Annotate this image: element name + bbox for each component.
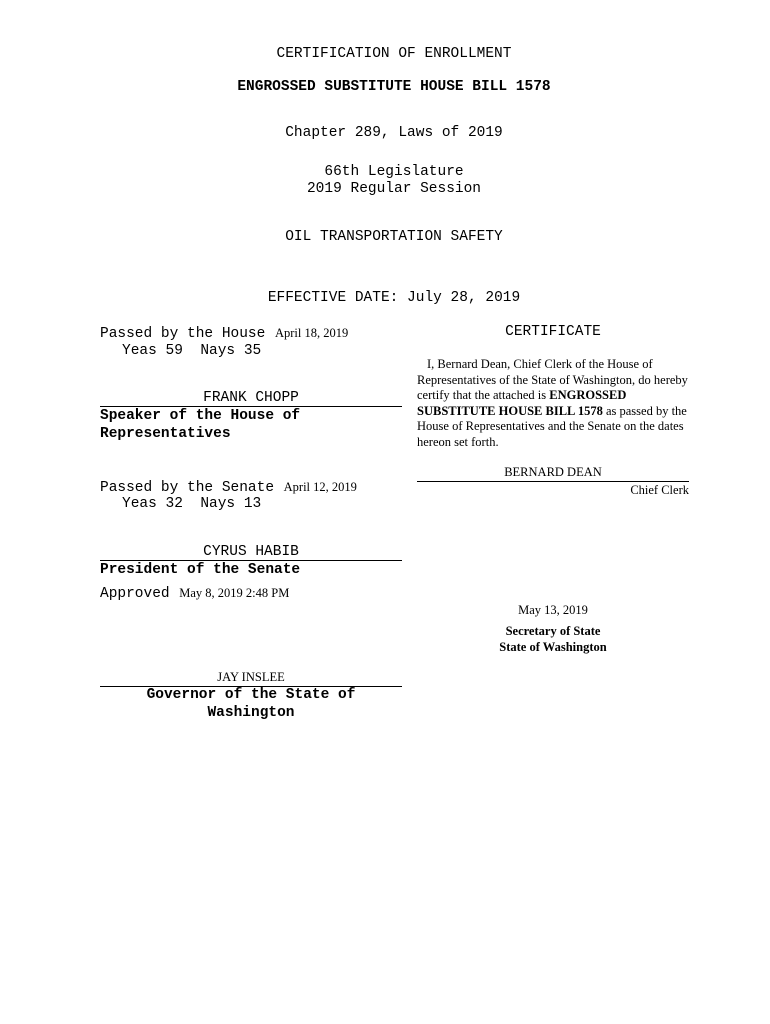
approved-row — [100, 584, 289, 602]
secretary-title-line2: State of Washington — [499, 640, 607, 654]
house-yeas: Yeas 59 — [122, 343, 183, 359]
president-title: President of the Senate — [100, 562, 301, 578]
approved-datetime: May 8, 2019 2:48 PM — [179, 586, 290, 600]
speaker-title-line2: Representatives — [100, 426, 231, 442]
certificate-text-before: I, Bernard Dean, Chief Clerk of the House of Representatives of the State of Washington, do hereby certify that the attached is — [417, 357, 688, 402]
senate-passed-date: April 12, 2019 — [283, 480, 357, 494]
chapter-line: Chapter 289, Laws of 2019 — [285, 125, 503, 141]
house-passed-label: Passed by the House — [100, 326, 266, 342]
speaker-signature-line — [100, 406, 402, 407]
secretary-title-line1: Secretary of State — [505, 624, 601, 638]
clerk-name: BERNARD DEAN — [504, 465, 602, 479]
filing-date: May 13, 2019 — [518, 603, 588, 617]
governor-title-line1: Governor of the State of — [146, 687, 356, 703]
president-signature-line — [100, 560, 402, 561]
clerk-title: Chief Clerk — [630, 483, 689, 497]
subject-line: OIL TRANSPORTATION SAFETY — [285, 229, 503, 245]
bill-title: ENGROSSED SUBSTITUTE HOUSE BILL 1578 — [237, 79, 551, 95]
clerk-signature-line — [417, 481, 689, 482]
senate-vote-row — [122, 496, 261, 512]
legislature-line: 66th Legislature — [324, 164, 464, 180]
senate-nays: Nays 13 — [200, 496, 262, 512]
house-passed-row — [100, 324, 348, 342]
president-name: CYRUS HABIB — [203, 544, 299, 560]
senate-passed-row — [100, 478, 357, 496]
governor-name: JAY INSLEE — [217, 670, 285, 684]
certificate-text — [417, 357, 692, 450]
approved-label: Approved — [100, 586, 170, 602]
house-vote-row — [122, 343, 261, 359]
certificate-heading: CERTIFICATE — [505, 324, 601, 340]
house-passed-date: April 18, 2019 — [274, 326, 349, 340]
effective-date: EFFECTIVE DATE: July 28, 2019 — [267, 290, 521, 306]
senate-passed-label: Passed by the Senate — [100, 480, 275, 496]
certificate-text-after: as passed by the House of Representatives and the Senate on the dates hereon set forth. — [417, 403, 687, 449]
governor-title-line2: Washington — [207, 705, 295, 721]
session-line: 2019 Regular Session — [306, 181, 482, 197]
certificate-text-bold: ENGROSSED SUBSTITUTE HOUSE BILL 1578 — [417, 388, 627, 418]
speaker-name: FRANK CHOPP — [203, 390, 299, 406]
senate-yeas: Yeas 32 — [122, 496, 183, 512]
house-nays: Nays 35 — [200, 343, 262, 359]
speaker-title-line1: Speaker of the House of — [100, 408, 301, 424]
certification-title: CERTIFICATION OF ENROLLMENT — [276, 46, 512, 62]
